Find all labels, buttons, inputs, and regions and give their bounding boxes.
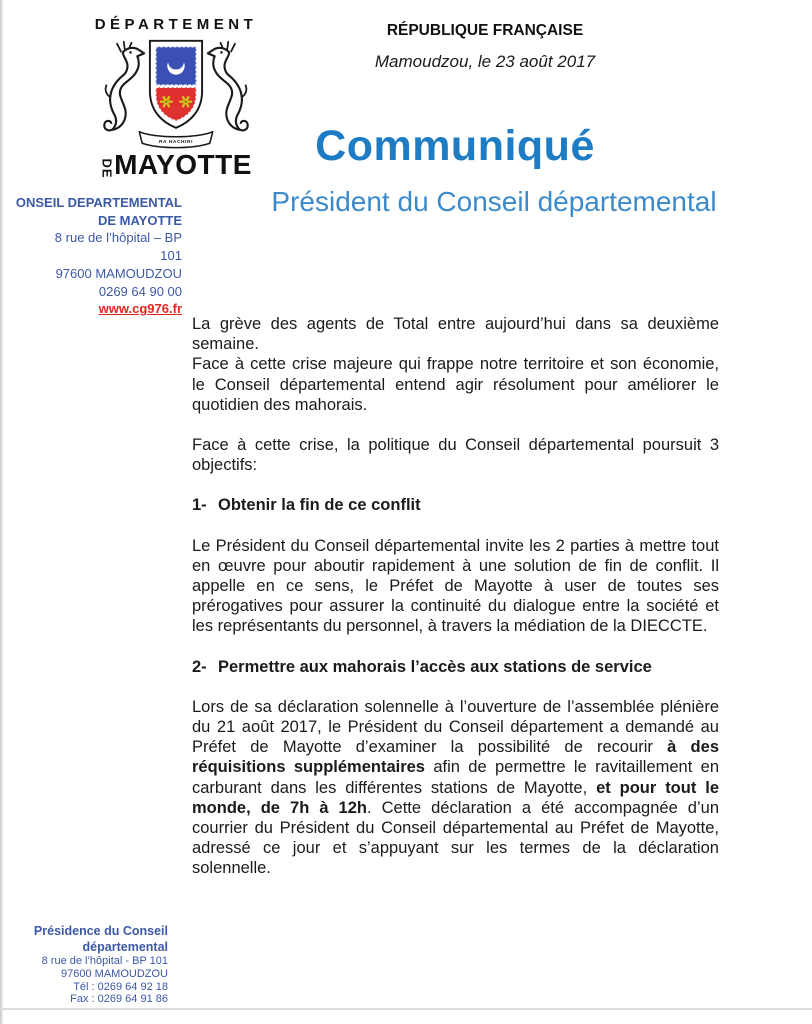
logo-de-label: DE bbox=[99, 158, 115, 179]
footer-title-line2: départemental bbox=[82, 939, 168, 954]
paragraph-objective-1: Le Président du Conseil départemental invite les 2 parties à mettre tout en œuvre pour aboutir rapidement à une solution de fin de conflit. Il appelle en ce sens, le Préfet de Mayotte à user de toutes ses prérogatives pour assurer la continuité du dialogue entre la société et les représentants du personnel, à travers la médiation de la DIECCTE. bbox=[192, 536, 719, 636]
motto-banner bbox=[139, 132, 212, 148]
paragraph-2-bold-run2: et pour tout le monde, de 7h à 12h bbox=[192, 778, 719, 817]
coat-of-arms-icon bbox=[92, 35, 260, 151]
communique-subtitle: Président du Conseil départemental bbox=[271, 186, 717, 217]
paragraph-intro-sentence1: La grève des agents de Total entre aujourd’hui dans sa deuxième semaine. bbox=[192, 315, 719, 354]
paragraph-objectives: Face à cette crise, la politique du Conseil départemental poursuit 3 objectifs: bbox=[192, 436, 719, 475]
sidebar-phone: 0269 64 90 00 bbox=[98, 283, 182, 299]
dateline: Mamoudzou, le 23 août 2017 bbox=[374, 52, 596, 71]
paragraph-2-run1: Lors de sa déclaration solennelle à l’ouverture de l’assemblée plénière du 21 août 2017, le Président du Conseil département a demandé au Préfet de Mayotte d’examiner la possibilité de recourir bbox=[192, 697, 719, 757]
logo-departement-wordmark: DÉPARTEMENT bbox=[94, 16, 258, 33]
paragraph-intro-sentence2: Face à cette crise majeure qui frappe notre territoire et son économie, le Conseil départemental entend agir résolument pour améliorer le quotidien des mahorais. bbox=[192, 355, 719, 414]
motto-text: RA HACHIRI bbox=[158, 139, 194, 145]
heading-2-number: 2- bbox=[192, 657, 207, 676]
footer-fax: Fax : 0269 64 91 86 bbox=[70, 993, 168, 1006]
footer-address-line2: 97600 MAMOUDZOU bbox=[61, 967, 168, 980]
paragraph-2-run3: . Cette déclaration a été accompagnée d’un courrier du Président du Conseil départemental au Préfet de Mayotte, adressé ce jour et s’appuyant sur les termes de la déclaration solennelle. bbox=[192, 798, 720, 878]
sidebar-org-line1: ONSEIL DEPARTEMENTAL bbox=[15, 195, 182, 210]
sidebar-contact-block bbox=[10, 194, 182, 318]
sidebar-address-line1: 8 rue de l’hôpital – BP bbox=[54, 230, 182, 246]
footer-contact-block bbox=[18, 924, 168, 1006]
shield-icon bbox=[150, 41, 202, 128]
paragraph-2-bold-run1: à des réquisitions supplémentaires bbox=[192, 738, 719, 777]
department-logo bbox=[88, 16, 264, 181]
scan-edge-bottom bbox=[0, 1008, 812, 1010]
seahorse-left-icon bbox=[104, 42, 144, 131]
republique-francaise-line: RÉPUBLIQUE FRANÇAISE bbox=[386, 22, 584, 39]
heading-1-number: 1- bbox=[192, 496, 207, 515]
heading-2-label: Permettre aux mahorais l’accès aux stations de service bbox=[218, 657, 652, 676]
sidebar-address-line3: 97600 MAMOUDZOU bbox=[55, 265, 182, 281]
scan-edge-left bbox=[0, 0, 3, 1024]
sidebar-address-line2: 101 bbox=[160, 248, 182, 264]
paragraph-objective-2 bbox=[192, 697, 719, 879]
footer-tel: Tél : 0269 64 92 18 bbox=[73, 980, 168, 993]
logo-mayotte-wordmark bbox=[88, 149, 264, 181]
footer-title-line1: Présidence du Conseil bbox=[33, 924, 168, 938]
heading-objective-1 bbox=[192, 495, 719, 515]
sidebar-org-line2: DE MAYOTTE bbox=[97, 212, 182, 228]
body-text-column bbox=[192, 314, 719, 899]
seahorse-right-icon bbox=[208, 42, 248, 131]
paragraph-intro bbox=[192, 314, 719, 415]
logo-mayotte-label: MAYOTTE bbox=[114, 149, 252, 180]
website-link[interactable]: www.cg976.fr bbox=[98, 301, 182, 317]
heading-objective-2 bbox=[192, 657, 719, 677]
heading-1-label: Obtenir la fin de ce conflit bbox=[218, 496, 421, 515]
communique-title: Communiqué bbox=[315, 122, 595, 170]
paragraph-2-run2: afin de permettre le ravitaillement en carburant dans les différentes stations de Mayotte, bbox=[192, 758, 719, 797]
footer-address-line1: 8 rue de l’hôpital - BP 101 bbox=[41, 955, 168, 967]
